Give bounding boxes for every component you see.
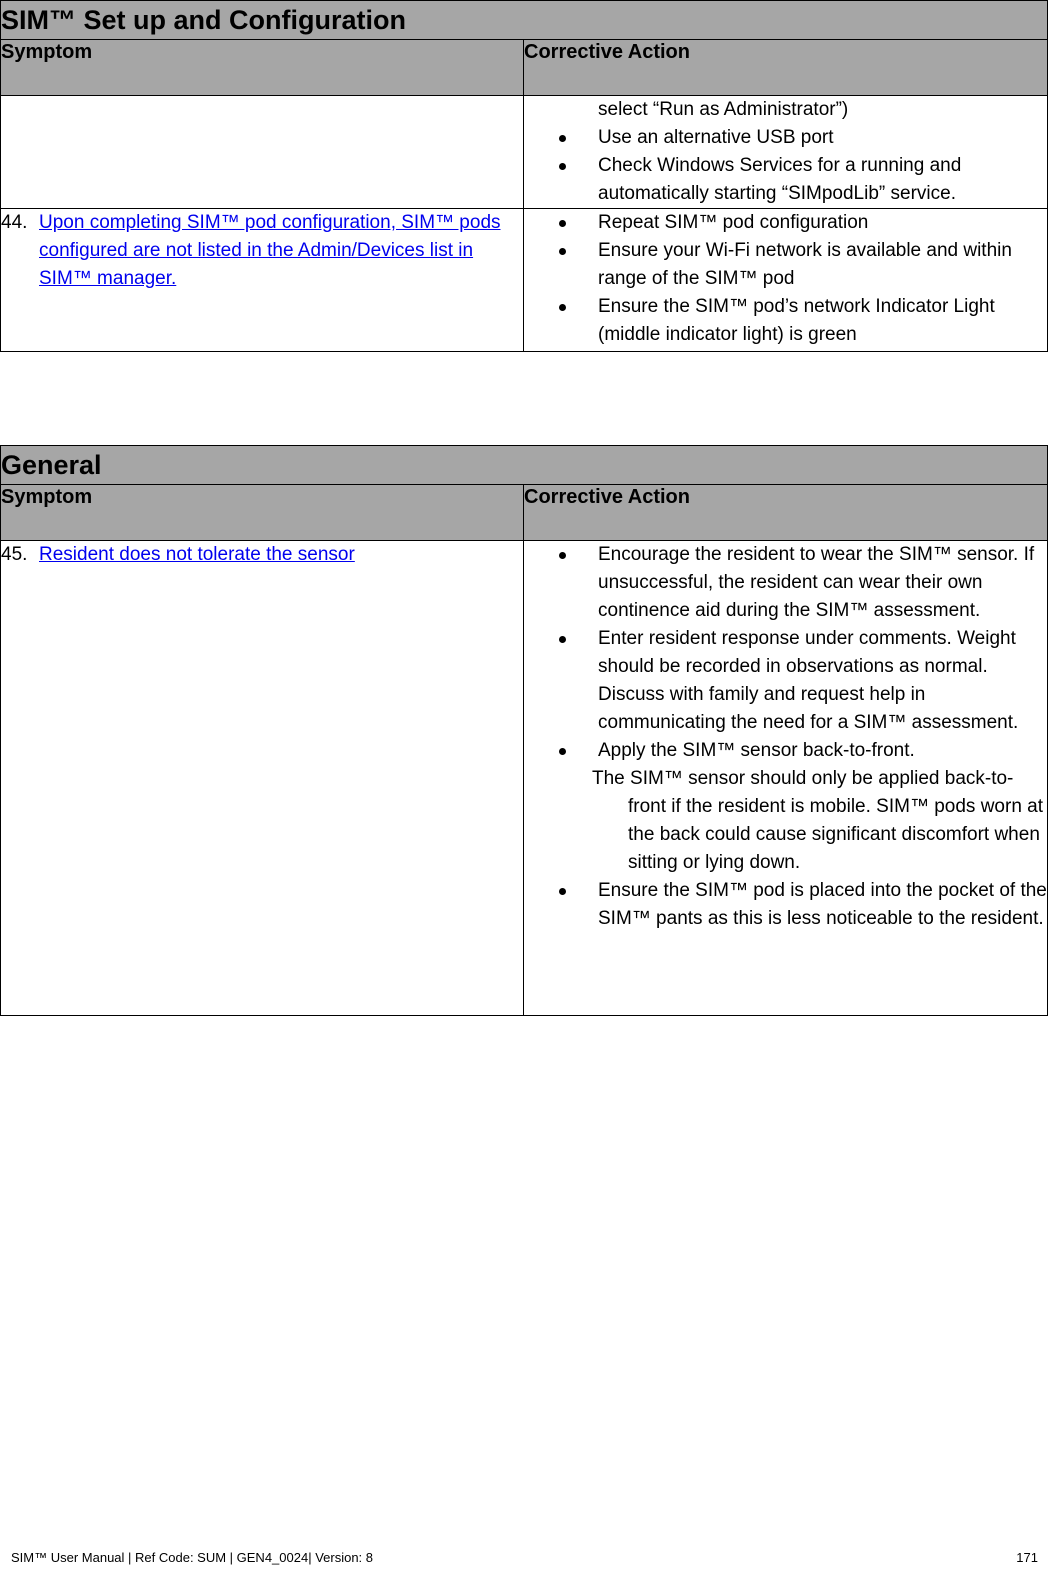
section-title: General [1, 446, 1048, 485]
symptom-cell [1, 541, 524, 1016]
table-row [1, 209, 1048, 352]
action-item: Enter resident response under comments. Weight should be recorded in observations as normal. Discuss with family and request help in communicating the need for a SIM™ assessment. [524, 625, 1047, 737]
symptom-number: 44. [1, 212, 28, 233]
corrective-action-header: Corrective Action [524, 485, 1048, 541]
action-cell [524, 209, 1048, 352]
symptom-link[interactable]: Resident does not tolerate the sensor [39, 544, 355, 565]
corrective-action-header: Corrective Action [524, 40, 1048, 96]
footer-reference: SIM™ User Manual | Ref Code: SUM | GEN4_0024| Version: 8 [11, 1550, 374, 1565]
action-note: The SIM™ sensor should only be applied back-to-front if the resident is mobile. SIM™ pods worn at the back could cause significant discomfort when sitting or lying down. [592, 768, 1044, 873]
page-footer [11, 1550, 1038, 1565]
symptom-header: Symptom [1, 40, 524, 96]
page-number: 171 [1016, 1550, 1038, 1565]
action-item: Encourage the resident to wear the SIM™ sensor. If unsuccessful, the resident can wear their own continence aid during the SIM™ assessment. [524, 541, 1047, 625]
action-cell [524, 96, 1048, 209]
action-item: Repeat SIM™ pod configuration [524, 209, 1047, 237]
action-item: Check Windows Services for a running and automatically starting “SIMpodLib” service. [524, 152, 1047, 208]
symptom-link[interactable]: Upon completing SIM™ pod configuration, SIM™ pods configured are not listed in the Admin/Devices list in SIM™ manager. [39, 212, 501, 289]
general-table [0, 445, 1048, 1016]
symptom-header: Symptom [1, 485, 524, 541]
symptom-cell [1, 96, 524, 209]
action-item: Ensure the SIM™ pod’s network Indicator Light (middle indicator light) is green [524, 293, 1047, 349]
action-cell [524, 541, 1048, 1016]
symptom-cell [1, 209, 524, 352]
action-item: Use an alternative USB port [524, 124, 1047, 152]
table-row [1, 96, 1048, 209]
table-row [1, 541, 1048, 1016]
action-item: select “Run as Administrator”) [598, 99, 849, 120]
action-item: Apply the SIM™ sensor back-to-front. [524, 737, 1047, 765]
setup-config-table [0, 0, 1048, 352]
section-title: SIM™ Set up and Configuration [1, 1, 1048, 40]
action-item: Ensure the SIM™ pod is placed into the pocket of the SIM™ pants as this is less noticeable to the resident. [524, 877, 1047, 933]
symptom-number: 45. [1, 544, 28, 565]
action-item: Ensure your Wi-Fi network is available and within range of the SIM™ pod [524, 237, 1047, 293]
